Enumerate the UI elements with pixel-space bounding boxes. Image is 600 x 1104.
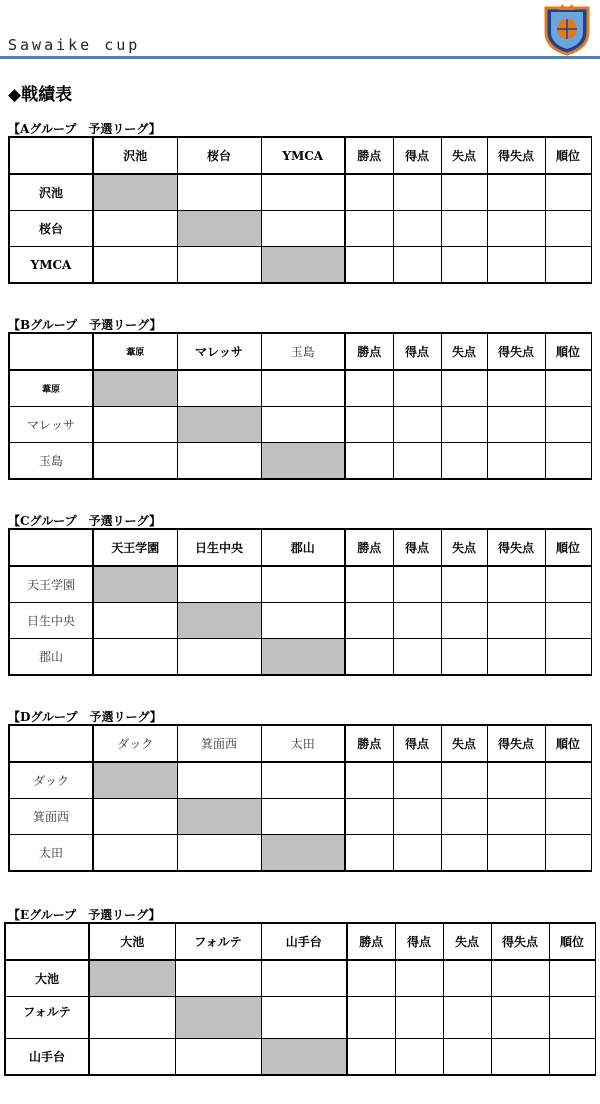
stat-cell[interactable]: [545, 370, 591, 407]
stat-cell[interactable]: [441, 247, 487, 284]
col-team-3: 太田: [261, 725, 345, 762]
self-match-cell: [177, 211, 261, 247]
stat-cell[interactable]: [443, 960, 491, 997]
header-rule: [0, 56, 600, 59]
self-match-cell: [261, 1039, 347, 1076]
col-goal-diff: 得失点: [491, 923, 549, 960]
result-cell[interactable]: [93, 639, 177, 676]
header-row: [9, 529, 591, 566]
stat-cell[interactable]: [441, 443, 487, 480]
stat-cell[interactable]: [393, 247, 441, 284]
col-points: 勝点: [345, 137, 393, 174]
stat-cell[interactable]: [441, 566, 487, 603]
stat-cell[interactable]: [441, 603, 487, 639]
col-rank: 順位: [545, 529, 591, 566]
col-rank: 順位: [549, 923, 595, 960]
group-title: 【Cグループ 予選リーグ】: [8, 514, 161, 528]
result-cell[interactable]: [93, 247, 177, 284]
stat-cell[interactable]: [345, 799, 393, 835]
club-crest-icon: [542, 2, 592, 56]
table-row: [9, 603, 591, 639]
stat-cell[interactable]: [487, 799, 545, 835]
corner-cell: [9, 529, 93, 566]
result-cell[interactable]: [261, 997, 347, 1039]
stat-cell[interactable]: [491, 997, 549, 1039]
col-goals-against: 失点: [441, 529, 487, 566]
row-team-label: 沢池: [9, 174, 93, 211]
result-cell[interactable]: [261, 603, 345, 639]
standings-table: [8, 528, 592, 676]
header-row: [9, 725, 591, 762]
stat-cell[interactable]: [395, 960, 443, 997]
col-points: 勝点: [345, 529, 393, 566]
stat-cell[interactable]: [345, 174, 393, 211]
stat-cell[interactable]: [345, 247, 393, 284]
col-points: 勝点: [347, 923, 395, 960]
stat-cell[interactable]: [393, 370, 441, 407]
stat-cell[interactable]: [487, 835, 545, 872]
col-goals-against: 失点: [441, 333, 487, 370]
stat-cell[interactable]: [491, 960, 549, 997]
result-cell[interactable]: [177, 835, 261, 872]
corner-cell: [9, 333, 93, 370]
stat-cell[interactable]: [345, 639, 393, 676]
table-row: [9, 443, 591, 480]
row-team-label: 箕面西: [9, 799, 93, 835]
stat-cell[interactable]: [545, 639, 591, 676]
table-row: [5, 997, 595, 1039]
table-row: [9, 211, 591, 247]
result-cell[interactable]: [93, 799, 177, 835]
stat-cell[interactable]: [393, 603, 441, 639]
result-cell[interactable]: [93, 211, 177, 247]
stat-cell[interactable]: [345, 835, 393, 872]
header-row: [9, 137, 591, 174]
group-title: 【Aグループ 予選リーグ】: [8, 122, 161, 136]
col-team-2: 日生中央: [177, 529, 261, 566]
group-title: 【Bグループ 予選リーグ】: [8, 318, 162, 332]
col-goals-for: 得点: [393, 529, 441, 566]
stat-cell[interactable]: [545, 799, 591, 835]
stat-cell[interactable]: [393, 799, 441, 835]
result-cell[interactable]: [177, 566, 261, 603]
row-team-label: 大池: [5, 960, 89, 997]
stat-cell[interactable]: [545, 443, 591, 480]
result-cell[interactable]: [89, 1039, 175, 1076]
table-row: [9, 407, 591, 443]
col-rank: 順位: [545, 333, 591, 370]
stat-cell[interactable]: [393, 407, 441, 443]
table-row: [9, 174, 591, 211]
col-team-1: 大池: [89, 923, 175, 960]
col-team-3: 山手台: [261, 923, 347, 960]
result-cell[interactable]: [175, 1039, 261, 1076]
stat-cell[interactable]: [487, 762, 545, 799]
col-goal-diff: 得失点: [487, 333, 545, 370]
stat-cell[interactable]: [393, 443, 441, 480]
col-goal-diff: 得失点: [487, 725, 545, 762]
row-team-label: 天王学園: [9, 566, 93, 603]
stat-cell[interactable]: [545, 835, 591, 872]
stat-cell[interactable]: [487, 370, 545, 407]
stat-cell[interactable]: [545, 174, 591, 211]
stat-cell[interactable]: [491, 1039, 549, 1076]
self-match-cell: [93, 174, 177, 211]
stat-cell[interactable]: [441, 174, 487, 211]
stat-cell[interactable]: [345, 370, 393, 407]
stat-cell[interactable]: [441, 211, 487, 247]
row-team-label: マレッサ: [9, 407, 93, 443]
col-goals-against: 失点: [443, 923, 491, 960]
header-row: [9, 333, 591, 370]
stat-cell[interactable]: [545, 247, 591, 284]
stat-cell[interactable]: [443, 997, 491, 1039]
standings-table: [4, 922, 596, 1076]
standings-table: [8, 724, 592, 872]
table-row: [5, 960, 595, 997]
result-cell[interactable]: [93, 835, 177, 872]
stat-cell[interactable]: [487, 566, 545, 603]
self-match-cell: [93, 370, 177, 407]
stat-cell[interactable]: [545, 566, 591, 603]
col-team-3: 郡山: [261, 529, 345, 566]
stat-cell[interactable]: [393, 762, 441, 799]
col-points: 勝点: [345, 333, 393, 370]
stat-cell[interactable]: [345, 566, 393, 603]
self-match-cell: [177, 407, 261, 443]
corner-cell: [9, 137, 93, 174]
stat-cell[interactable]: [393, 211, 441, 247]
col-goals-for: 得点: [395, 923, 443, 960]
row-team-label: 太田: [9, 835, 93, 872]
self-match-cell: [261, 639, 345, 676]
result-cell[interactable]: [261, 211, 345, 247]
stat-cell[interactable]: [345, 762, 393, 799]
table-row: [9, 835, 591, 872]
stat-cell[interactable]: [545, 211, 591, 247]
stat-cell[interactable]: [345, 443, 393, 480]
table-row: [9, 247, 591, 284]
corner-cell: [5, 923, 89, 960]
self-match-cell: [93, 762, 177, 799]
row-team-label: 郡山: [9, 639, 93, 676]
page-title: ◆戦績表: [8, 85, 73, 105]
stat-cell[interactable]: [345, 407, 393, 443]
table-row: [9, 799, 591, 835]
col-team-2: 桜台: [177, 137, 261, 174]
col-goal-diff: 得失点: [487, 529, 545, 566]
row-team-label: ダック: [9, 762, 93, 799]
result-cell[interactable]: [177, 443, 261, 480]
result-cell[interactable]: [261, 407, 345, 443]
stat-cell[interactable]: [545, 762, 591, 799]
col-goals-for: 得点: [393, 333, 441, 370]
row-team-label: 葦原: [9, 370, 93, 407]
standings-table: [8, 332, 592, 480]
result-cell[interactable]: [177, 247, 261, 284]
result-cell[interactable]: [177, 762, 261, 799]
col-team-1: ダック: [93, 725, 177, 762]
result-cell[interactable]: [93, 603, 177, 639]
stat-cell[interactable]: [487, 247, 545, 284]
col-goals-for: 得点: [393, 725, 441, 762]
table-row: [9, 370, 591, 407]
group-title: 【Dグループ 予選リーグ】: [8, 710, 162, 724]
col-team-1: 葦原: [93, 333, 177, 370]
brand-name: Sawaike cup: [8, 36, 141, 54]
stat-cell[interactable]: [347, 960, 395, 997]
result-cell[interactable]: [261, 960, 347, 997]
col-points: 勝点: [345, 725, 393, 762]
col-team-2: マレッサ: [177, 333, 261, 370]
stat-cell[interactable]: [545, 407, 591, 443]
result-cell[interactable]: [177, 370, 261, 407]
stat-cell[interactable]: [443, 1039, 491, 1076]
result-cell[interactable]: [177, 639, 261, 676]
col-goals-against: 失点: [441, 725, 487, 762]
stat-cell[interactable]: [487, 443, 545, 480]
corner-cell: [9, 725, 93, 762]
col-rank: 順位: [545, 725, 591, 762]
stat-cell[interactable]: [345, 603, 393, 639]
stat-cell[interactable]: [393, 835, 441, 872]
col-team-2: フォルテ: [175, 923, 261, 960]
row-team-label: 山手台: [5, 1039, 89, 1076]
stat-cell[interactable]: [487, 639, 545, 676]
self-match-cell: [261, 247, 345, 284]
col-goals-against: 失点: [441, 137, 487, 174]
row-team-label: 桜台: [9, 211, 93, 247]
row-team-label: 玉島: [9, 443, 93, 480]
stat-cell[interactable]: [441, 835, 487, 872]
stat-cell[interactable]: [441, 762, 487, 799]
result-cell[interactable]: [261, 370, 345, 407]
stat-cell[interactable]: [441, 407, 487, 443]
self-match-cell: [177, 799, 261, 835]
stat-cell[interactable]: [549, 960, 595, 997]
stat-cell[interactable]: [347, 997, 395, 1039]
stat-cell[interactable]: [347, 1039, 395, 1076]
stat-cell[interactable]: [487, 174, 545, 211]
col-goal-diff: 得失点: [487, 137, 545, 174]
col-team-1: 天王学園: [93, 529, 177, 566]
stat-cell[interactable]: [441, 799, 487, 835]
stat-cell[interactable]: [393, 566, 441, 603]
stat-cell[interactable]: [345, 211, 393, 247]
result-cell[interactable]: [261, 174, 345, 211]
col-team-3: 玉島: [261, 333, 345, 370]
self-match-cell: [261, 443, 345, 480]
row-team-label: フォルテ: [5, 997, 89, 1039]
stat-cell[interactable]: [545, 603, 591, 639]
row-team-label: 日生中央: [9, 603, 93, 639]
result-cell[interactable]: [89, 997, 175, 1039]
result-cell[interactable]: [261, 799, 345, 835]
result-cell[interactable]: [261, 762, 345, 799]
result-cell[interactable]: [93, 443, 177, 480]
stat-cell[interactable]: [395, 997, 443, 1039]
table-row: [9, 566, 591, 603]
self-match-cell: [93, 566, 177, 603]
stat-cell[interactable]: [441, 639, 487, 676]
col-team-3: YMCA: [261, 137, 345, 174]
stat-cell[interactable]: [549, 997, 595, 1039]
table-row: [9, 762, 591, 799]
col-team-1: 沢池: [93, 137, 177, 174]
table-row: [9, 639, 591, 676]
col-goals-for: 得点: [393, 137, 441, 174]
self-match-cell: [261, 835, 345, 872]
result-cell[interactable]: [175, 960, 261, 997]
stat-cell[interactable]: [549, 1039, 595, 1076]
stat-cell[interactable]: [393, 174, 441, 211]
stat-cell[interactable]: [487, 603, 545, 639]
col-team-2: 箕面西: [177, 725, 261, 762]
header-row: [5, 923, 595, 960]
result-cell[interactable]: [261, 566, 345, 603]
stat-cell[interactable]: [441, 370, 487, 407]
stat-cell[interactable]: [487, 211, 545, 247]
standings-table: [8, 136, 592, 284]
page-header: [0, 0, 600, 60]
group-title: 【Eグループ 予選リーグ】: [8, 908, 161, 922]
stat-cell[interactable]: [393, 639, 441, 676]
row-team-label: YMCA: [9, 247, 93, 284]
self-match-cell: [177, 603, 261, 639]
result-cell[interactable]: [93, 407, 177, 443]
col-rank: 順位: [545, 137, 591, 174]
self-match-cell: [89, 960, 175, 997]
table-row: [5, 1039, 595, 1076]
result-cell[interactable]: [177, 174, 261, 211]
stat-cell[interactable]: [395, 1039, 443, 1076]
self-match-cell: [175, 997, 261, 1039]
stat-cell[interactable]: [487, 407, 545, 443]
